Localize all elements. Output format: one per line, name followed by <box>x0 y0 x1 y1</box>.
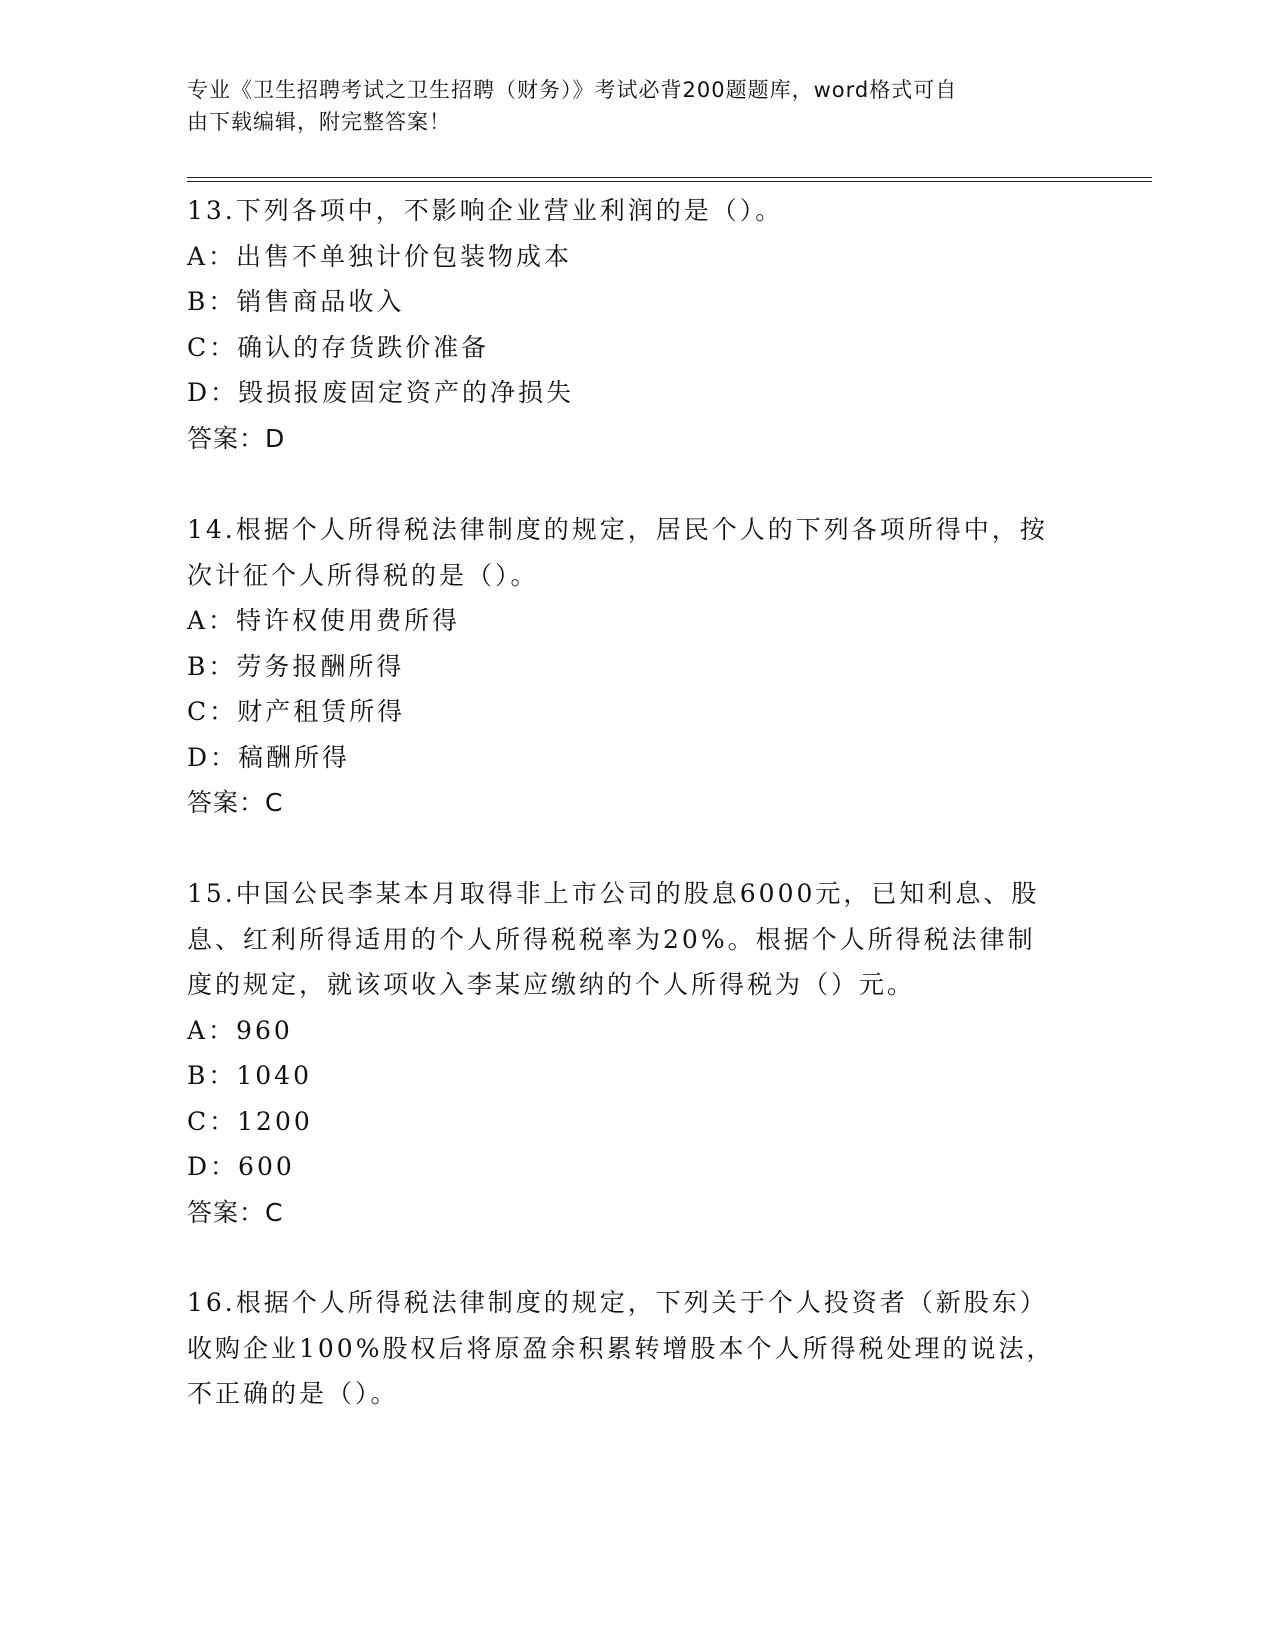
question-15 <box>187 871 1087 1235</box>
option-c: C：1200 <box>187 1106 313 1136</box>
question-14 <box>187 507 1087 826</box>
question-text-line: 15.中国公民李某本月取得非上市公司的股息6000元，已知利息、股 <box>187 879 1040 908</box>
option-d: D：毁损报废固定资产的净损失 <box>187 378 575 407</box>
question-text-line: 13.下列各项中，不影响企业营业利润的是（）。 <box>187 196 784 225</box>
header-line-2: 由下载编辑，附完整答案！ <box>187 110 451 134</box>
header-line-1: 专业《卫生招聘考试之卫生招聘（财务）》考试必背200题题库，word格式可自 <box>187 78 958 102</box>
option-a: A：960 <box>187 1015 293 1045</box>
question-text-line: 度的规定，就该项收入李某应缴纳的个人所得税为（）元。 <box>187 970 916 999</box>
answer: 答案：C <box>187 788 284 817</box>
option-c: C：确认的存货跌价准备 <box>187 332 490 362</box>
option-d: D：稿酬所得 <box>187 742 351 772</box>
option-b: B：劳务报酬所得 <box>187 651 405 681</box>
option-d: D：600 <box>187 1152 295 1181</box>
question-text-line: 息、红利所得适用的个人所得税税率为20%。根据个人所得税法律制 <box>187 924 1036 954</box>
question-13 <box>187 188 1087 461</box>
question-text-line: 14.根据个人所得税法律制度的规定，居民个人的下列各项所得中，按 <box>187 515 1048 544</box>
answer: 答案：D <box>187 423 286 453</box>
option-c: C：财产租赁所得 <box>187 697 406 726</box>
question-16 <box>187 1280 1087 1417</box>
question-text-line: 不正确的是（）。 <box>187 1379 399 1408</box>
header-divider-bottom <box>187 181 1152 182</box>
header-divider-top <box>187 177 1152 178</box>
question-text-line: 16.根据个人所得税法律制度的规定，下列关于个人投资者（新股东） <box>187 1288 1048 1317</box>
answer: 答案：C <box>187 1197 284 1227</box>
question-text-line: 次计征个人所得税的是（）。 <box>187 560 539 590</box>
question-text-line: 收购企业100%股权后将原盈余积累转增股本个人所得税处理的说法， <box>187 1333 1055 1363</box>
option-b: B：1040 <box>187 1061 312 1090</box>
document-header <box>187 74 1067 138</box>
option-b: B：销售商品收入 <box>187 287 405 316</box>
option-a: A：出售不单独计价包装物成本 <box>187 241 573 271</box>
option-a: A：特许权使用费所得 <box>187 606 461 635</box>
